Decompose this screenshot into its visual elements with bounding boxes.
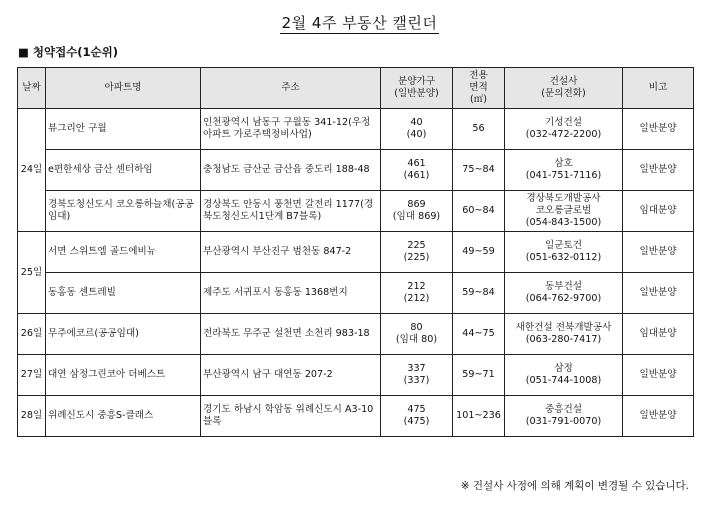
- note-cell: 임대분양: [623, 314, 694, 355]
- table-row: [18, 191, 694, 232]
- apartment-cell: 서면 스위트엠 골드에비뉴: [46, 232, 201, 273]
- units-cell: 212 (212): [381, 273, 453, 314]
- header-area: 전용 면적 (㎡): [453, 68, 505, 109]
- note-cell: 임대분양: [623, 191, 694, 232]
- area-cell: 75~84: [453, 150, 505, 191]
- builder-cell: 경상북도개발공사 코오롱글로벌 (054-843-1500): [505, 191, 623, 232]
- table-row: [18, 273, 694, 314]
- table-row: [18, 232, 694, 273]
- table-row: [18, 109, 694, 150]
- date-cell: 24일: [18, 109, 46, 232]
- area-cell: 59~84: [453, 273, 505, 314]
- units-cell: 337 (337): [381, 355, 453, 396]
- date-cell: 26일: [18, 314, 46, 355]
- units-cell: 461 (461): [381, 150, 453, 191]
- units-cell: 80 (임대 80): [381, 314, 453, 355]
- units-cell: 225 (225): [381, 232, 453, 273]
- header-apartment: 아파트명: [46, 68, 201, 109]
- address-cell: 경상북도 안동시 풍천면 갈전리 1177(경북도청신도시1단계 B7블록): [201, 191, 381, 232]
- builder-cell: 기성건설 (032-472-2200): [505, 109, 623, 150]
- units-cell: 40 (40): [381, 109, 453, 150]
- apartment-cell: 위례신도시 중흥S-클래스: [46, 396, 201, 437]
- table-row: [18, 150, 694, 191]
- address-cell: 전라북도 무주군 설천면 소천리 983-18: [201, 314, 381, 355]
- builder-cell: 삼호 (041-751-7116): [505, 150, 623, 191]
- table-header-row: [18, 68, 694, 109]
- apartment-cell: 무주에코르(공공임대): [46, 314, 201, 355]
- header-address: 주소: [201, 68, 381, 109]
- builder-cell: 삼정 (051-744-1008): [505, 355, 623, 396]
- note-cell: 일반분양: [623, 273, 694, 314]
- date-cell: 25일: [18, 232, 46, 314]
- apartment-cell: 동홍동 센트레빌: [46, 273, 201, 314]
- area-cell: 101~236: [453, 396, 505, 437]
- table-row: [18, 314, 694, 355]
- address-cell: 인천광역시 남동구 구월동 341-12(우정아파트 가로주택정비사업): [201, 109, 381, 150]
- note-cell: 일반분양: [623, 109, 694, 150]
- table-row: [18, 355, 694, 396]
- apartment-cell: e편한세상 금산 센터하임: [46, 150, 201, 191]
- address-cell: 제주도 서귀포시 동홍동 1368번지: [201, 273, 381, 314]
- subscription-table: [17, 67, 694, 437]
- page-title: 2월 4주 부동산 캘린더: [281, 14, 438, 32]
- apartment-cell: 경북도청신도시 코오롱하늘채(공공임대): [46, 191, 201, 232]
- footnote: ※ 건설사 사정에 의해 계획이 변경될 수 있습니다.: [460, 480, 689, 492]
- header-builder: 건설사 (문의전화): [505, 68, 623, 109]
- note-cell: 일반분양: [623, 232, 694, 273]
- area-cell: 44~75: [453, 314, 505, 355]
- header-date: 날짜: [18, 68, 46, 109]
- note-cell: 일반분양: [623, 396, 694, 437]
- note-cell: 일반분양: [623, 355, 694, 396]
- units-cell: 475 (475): [381, 396, 453, 437]
- apartment-cell: 대연 삼정그린코아 더베스트: [46, 355, 201, 396]
- area-cell: 60~84: [453, 191, 505, 232]
- address-cell: 충청남도 금산군 금산읍 중도리 188-48: [201, 150, 381, 191]
- builder-cell: 동부건설 (064-762-9700): [505, 273, 623, 314]
- date-cell: 28일: [18, 396, 46, 437]
- apartment-cell: 뷰그리안 구월: [46, 109, 201, 150]
- units-cell: 869 (임대 869): [381, 191, 453, 232]
- builder-cell: 중흥건설 (031-791-0070): [505, 396, 623, 437]
- area-cell: 56: [453, 109, 505, 150]
- header-units: 분양가구 (일반분양): [381, 68, 453, 109]
- area-cell: 49~59: [453, 232, 505, 273]
- header-note: 비고: [623, 68, 694, 109]
- note-cell: 일반분양: [623, 150, 694, 191]
- table-row: [18, 396, 694, 437]
- area-cell: 59~71: [453, 355, 505, 396]
- address-cell: 부산광역시 남구 대연동 207-2: [201, 355, 381, 396]
- builder-cell: 일군토건 (051-632-0112): [505, 232, 623, 273]
- builder-cell: 새한건설 전북개발공사 (063-280-7417): [505, 314, 623, 355]
- address-cell: 부산광역시 부산진구 범천동 847-2: [201, 232, 381, 273]
- address-cell: 경기도 하남시 학암동 위례신도시 A3-10블록: [201, 396, 381, 437]
- date-cell: 27일: [18, 355, 46, 396]
- section-title: ■ 청약접수(1순위): [18, 45, 119, 59]
